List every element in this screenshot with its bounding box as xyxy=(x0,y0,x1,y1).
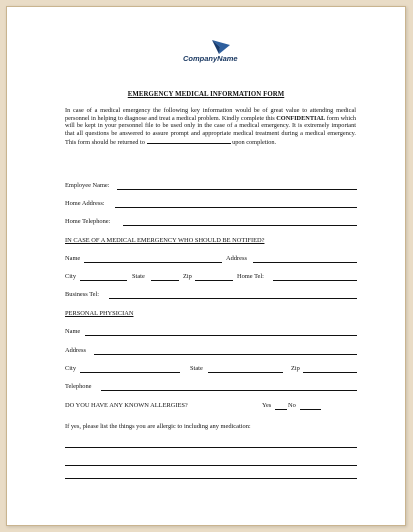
contact-address-label: Address xyxy=(226,255,247,262)
home-address-row xyxy=(65,200,357,208)
physician-zip-field[interactable] xyxy=(303,372,357,373)
intro-confidential: CONFIDENTIAL xyxy=(276,114,326,122)
physician-state-label: State xyxy=(190,365,203,372)
physician-address-field[interactable] xyxy=(94,354,357,355)
employee-name-field[interactable] xyxy=(117,189,357,190)
contact-state-label: State xyxy=(132,273,145,280)
physician-city-row xyxy=(65,365,357,373)
notify-heading: IN CASE OF A MEDICAL EMERGENCY WHO SHOULD BE NOTIFIED? xyxy=(65,237,265,244)
return-to-blank[interactable] xyxy=(147,137,231,144)
allergies-line-1-row xyxy=(65,440,357,448)
physician-address-label: Address xyxy=(65,347,86,354)
contact-name-row xyxy=(65,255,357,263)
physician-address-row xyxy=(65,347,357,355)
allergies-no-label: No xyxy=(288,402,296,409)
intro-text-2: form which will be kept in your personnel file to be used only in the case of a medical emergency. It is extremely important that all questions be answered to assure prompt and appropriate medical treatment during a medical emergency. This form should be returned to xyxy=(65,114,357,147)
employee-name-label: Employee Name: xyxy=(65,182,110,189)
form-title: EMERGENCY MEDICAL INFORMATION FORM xyxy=(127,91,285,98)
physician-name-label: Name xyxy=(65,328,81,335)
intro-text-1: In case of a medical emergency the following key information would be of great value to attending medical personnel in helping to diagnose and treat a medical problem. Kindly complete this xyxy=(65,107,356,122)
physician-city-label: City xyxy=(65,365,77,372)
allergies-list-prompt: If yes, please list the things you are allergic to including any medication: xyxy=(65,423,251,430)
allergies-line-2-row xyxy=(65,458,357,466)
allergies-line-3-row xyxy=(65,471,357,479)
contact-name-label: Name xyxy=(65,255,81,262)
physician-state-field[interactable] xyxy=(208,372,283,373)
physician-zip-label: Zip xyxy=(291,365,300,372)
company-logo xyxy=(183,45,273,69)
physician-heading: PERSONAL PHYSICIAN xyxy=(65,310,134,317)
allergies-question: DO YOU HAVE ANY KNOWN ALLERGIES? xyxy=(65,402,188,409)
business-tel-label: Business Tel: xyxy=(65,291,100,298)
contact-address-field[interactable] xyxy=(253,262,357,263)
home-telephone-row xyxy=(65,218,357,226)
logo-arrow-icon xyxy=(211,39,231,55)
physician-telephone-label: Telephone xyxy=(65,383,92,390)
contact-city-row xyxy=(65,273,357,281)
home-address-label: Home Address: xyxy=(65,200,105,207)
allergies-row xyxy=(65,402,357,410)
intro-text-3: upon completion. xyxy=(230,139,277,147)
allergies-no-field[interactable] xyxy=(300,409,321,410)
business-tel-field[interactable] xyxy=(109,298,357,299)
allergies-yes-field[interactable] xyxy=(275,409,287,410)
contact-zip-field[interactable] xyxy=(195,280,233,281)
allergies-answer-line[interactable] xyxy=(65,447,357,448)
allergies-answer-line[interactable] xyxy=(65,465,357,466)
physician-name-field[interactable] xyxy=(85,335,357,336)
physician-telephone-row xyxy=(65,383,357,391)
home-telephone-field[interactable] xyxy=(123,225,357,226)
contact-city-label: City xyxy=(65,273,77,280)
contact-city-field[interactable] xyxy=(80,280,127,281)
employee-name-row xyxy=(65,182,357,190)
home-telephone-label: Home Telephone: xyxy=(65,218,111,225)
home-address-field[interactable] xyxy=(115,207,357,208)
contact-home-tel-field[interactable] xyxy=(273,280,357,281)
intro-paragraph xyxy=(65,107,356,147)
physician-telephone-field[interactable] xyxy=(101,390,357,391)
company-name: CompanyName xyxy=(183,54,238,63)
contact-name-field[interactable] xyxy=(84,262,222,263)
physician-name-row xyxy=(65,328,357,336)
business-tel-row xyxy=(65,291,357,299)
allergies-yes-label: Yes xyxy=(262,402,272,409)
physician-city-field[interactable] xyxy=(80,372,180,373)
form-page xyxy=(6,6,406,526)
allergies-answer-line[interactable] xyxy=(65,478,357,479)
contact-home-tel-label: Home Tel: xyxy=(237,273,264,280)
contact-zip-label: Zip xyxy=(183,273,192,280)
contact-state-field[interactable] xyxy=(151,280,179,281)
